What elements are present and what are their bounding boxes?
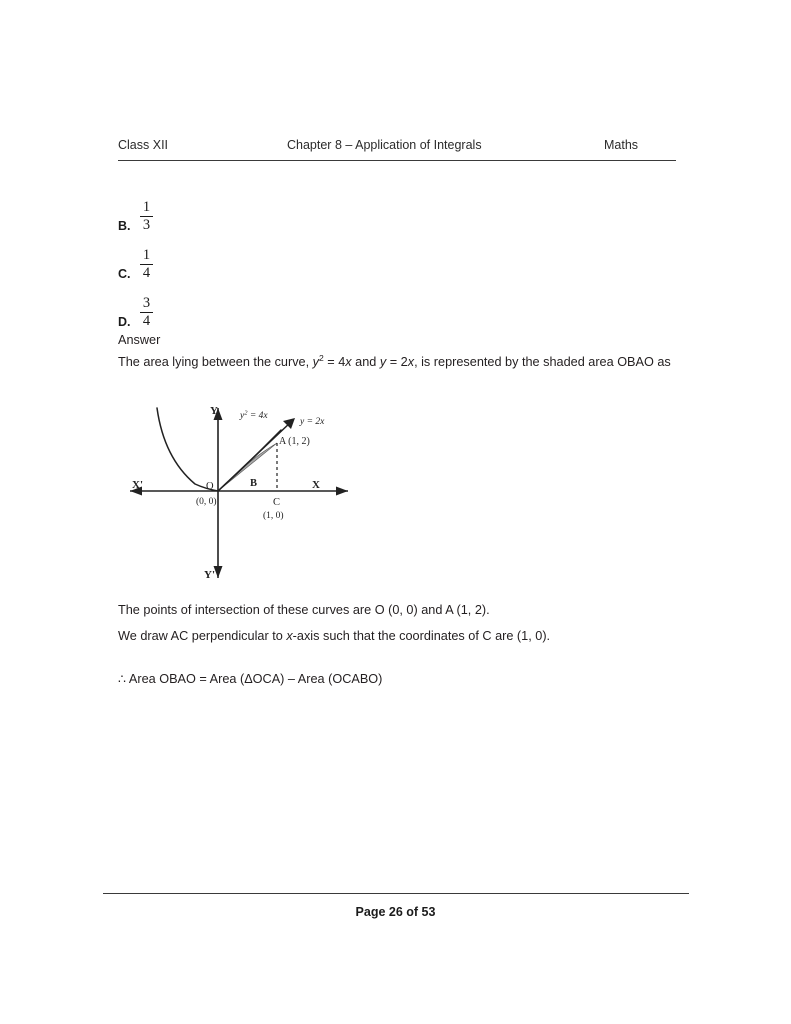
header-chapter: Chapter 8 – Application of Integrals bbox=[287, 138, 482, 152]
parabola-label-rest: = 4x bbox=[247, 411, 268, 421]
line-label: y = 2x bbox=[300, 417, 325, 427]
option-b[interactable] bbox=[118, 186, 418, 234]
point-a-label: A (1, 2) bbox=[279, 436, 310, 447]
variable-y: y bbox=[312, 355, 319, 369]
header-divider bbox=[118, 160, 676, 161]
exponent-2: 2 bbox=[319, 352, 324, 363]
variable-x-2: x bbox=[407, 355, 415, 369]
option-d-label: D. bbox=[118, 314, 131, 329]
option-b-fraction bbox=[140, 200, 153, 234]
header-class: Class XII bbox=[118, 138, 169, 152]
option-b-label: B. bbox=[118, 218, 131, 233]
point-o-label: O bbox=[206, 481, 214, 492]
post-figure-text bbox=[118, 597, 678, 649]
option-c-fraction bbox=[140, 248, 153, 282]
y-axis-label: Y bbox=[210, 405, 218, 417]
parabola-label-base: y bbox=[240, 411, 245, 421]
paragraph-text-5: , is represented by the shaded area OBAO as bbox=[414, 355, 671, 369]
paragraph-text-3: and bbox=[351, 355, 380, 369]
option-b-numerator: 1 bbox=[142, 198, 151, 215]
variable-x-axis: x bbox=[286, 629, 293, 643]
option-d-numerator: 3 bbox=[142, 294, 151, 311]
header-subject: Maths bbox=[604, 138, 639, 152]
option-c-numerator: 1 bbox=[142, 246, 151, 263]
answer-paragraph bbox=[118, 349, 678, 375]
page-number: Page 26 of 53 bbox=[355, 905, 436, 919]
paragraph-text-2: = 4 bbox=[323, 355, 346, 369]
x-axis-negative-label: X' bbox=[132, 479, 143, 491]
option-d-fraction bbox=[140, 296, 153, 330]
intersection-line: The points of intersection of these curves are O (0, 0) and A (1, 2). bbox=[118, 603, 490, 617]
perpendicular-line bbox=[118, 623, 678, 649]
option-b-denominator: 3 bbox=[142, 216, 151, 233]
option-d[interactable] bbox=[118, 282, 418, 330]
option-c[interactable] bbox=[118, 234, 418, 282]
options-list bbox=[118, 186, 418, 330]
point-c-label: C bbox=[273, 497, 281, 508]
area-equation-line: ∴ Area OBAO = Area (ΔOCA) – Area (OCABO) bbox=[118, 672, 383, 686]
parabola-label-exponent: 2 bbox=[244, 409, 248, 417]
paragraph-text-1: The area lying between the curve, bbox=[118, 355, 313, 369]
parabola-label bbox=[239, 410, 268, 422]
option-d-denominator: 4 bbox=[142, 312, 151, 329]
option-c-denominator: 4 bbox=[142, 264, 151, 281]
footer-divider bbox=[103, 893, 689, 894]
y-axis-negative-label: Y' bbox=[204, 569, 215, 581]
graph-figure bbox=[120, 396, 370, 592]
point-b-label: B bbox=[250, 478, 258, 489]
perp-text-1: We draw AC perpendicular to bbox=[118, 629, 287, 643]
variable-x: x bbox=[345, 355, 352, 369]
answer-heading: Answer bbox=[118, 333, 161, 347]
perp-text-2: -axis such that the coordinates of C are (1, 0). bbox=[292, 629, 551, 643]
x-axis-arrow bbox=[336, 487, 348, 496]
x-axis-label: X bbox=[312, 479, 320, 491]
point-c-coords: (1, 0) bbox=[263, 511, 284, 521]
variable-y-2: y bbox=[379, 355, 387, 369]
option-c-label: C. bbox=[118, 266, 131, 281]
point-o-coords: (0, 0) bbox=[196, 497, 217, 507]
page-header bbox=[118, 138, 676, 160]
paragraph-text-4: = 2 bbox=[386, 355, 408, 369]
